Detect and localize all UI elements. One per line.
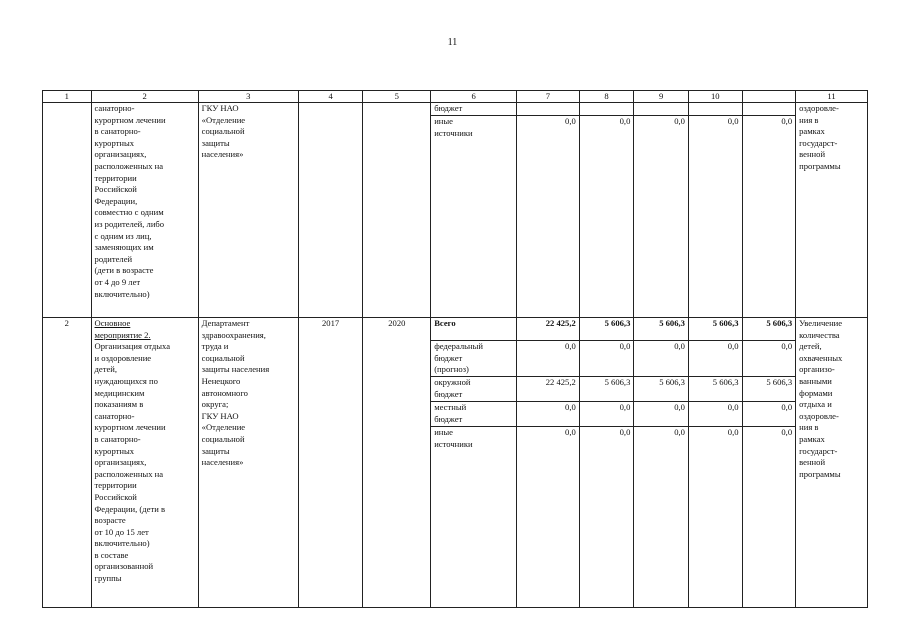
- col-header: 3: [198, 91, 298, 103]
- value-cell: 0,0: [579, 116, 634, 318]
- col-header: 6: [431, 91, 517, 103]
- funding-source-label: иные источники: [431, 427, 517, 608]
- col-header: 10: [688, 91, 742, 103]
- end-year-cell: [363, 103, 431, 318]
- executor-cell: Департамент здравоохранения, труда и социальной защиты населения Ненецкого автономного округа; ГКУ НАО «Отделение социальной защиты населения»: [198, 318, 298, 608]
- start-year-cell: 2017: [298, 318, 363, 608]
- program-table: [42, 90, 868, 608]
- value-cell: 5 606,3: [742, 377, 796, 402]
- value-cell: 0,0: [634, 341, 689, 377]
- value-cell: 5 606,3: [634, 318, 689, 341]
- col-header: 2: [91, 91, 198, 103]
- table-row: [43, 318, 868, 341]
- value-cell: 0,0: [517, 427, 580, 608]
- value-cell: [517, 103, 580, 116]
- row-number-cell: 2: [43, 318, 92, 608]
- row-number-cell: [43, 103, 92, 318]
- executor-cell: ГКУ НАО «Отделение социальной защиты населения»: [198, 103, 298, 318]
- col-header: 5: [363, 91, 431, 103]
- col-header: 1: [43, 91, 92, 103]
- header-row: [43, 91, 868, 103]
- value-cell: 0,0: [742, 116, 796, 318]
- value-cell: 5 606,3: [688, 377, 742, 402]
- table-row: [43, 103, 868, 116]
- value-cell: 5 606,3: [579, 318, 634, 341]
- funding-source-label: Всего: [431, 318, 517, 341]
- value-cell: 0,0: [634, 116, 689, 318]
- funding-source-label: местный бюджет: [431, 402, 517, 427]
- value-cell: 0,0: [688, 427, 742, 608]
- value-cell: 0,0: [688, 402, 742, 427]
- end-year-cell: 2020: [363, 318, 431, 608]
- value-cell: 0,0: [579, 402, 634, 427]
- value-cell: [634, 103, 689, 116]
- value-cell: 5 606,3: [579, 377, 634, 402]
- col-header: 9: [634, 91, 689, 103]
- col-header: 7: [517, 91, 580, 103]
- value-cell: 22 425,2: [517, 318, 580, 341]
- measure-name-cell: [91, 318, 198, 608]
- funding-source-label: бюджет: [431, 103, 517, 116]
- value-cell: [688, 103, 742, 116]
- result-cell: Увеличение количества детей, охваченных организо- ванными формами отдыха и оздоровле- ния в рамках государст- венной программы: [796, 318, 868, 608]
- value-cell: 5 606,3: [742, 318, 796, 341]
- value-cell: 0,0: [634, 427, 689, 608]
- col-header: [742, 91, 796, 103]
- value-cell: 0,0: [742, 341, 796, 377]
- value-cell: 0,0: [517, 116, 580, 318]
- col-header: 4: [298, 91, 363, 103]
- value-cell: [742, 103, 796, 116]
- result-cell: оздоровле- ния в рамках государст- венной программы: [796, 103, 868, 318]
- funding-source-label: иные источники: [431, 116, 517, 318]
- funding-source-label: федеральный бюджет (прогноз): [431, 341, 517, 377]
- value-cell: [579, 103, 634, 116]
- value-cell: 0,0: [688, 341, 742, 377]
- col-header: 8: [579, 91, 634, 103]
- value-cell: 0,0: [579, 341, 634, 377]
- value-cell: 0,0: [579, 427, 634, 608]
- value-cell: 5 606,3: [688, 318, 742, 341]
- start-year-cell: [298, 103, 363, 318]
- value-cell: 0,0: [517, 341, 580, 377]
- value-cell: 0,0: [742, 427, 796, 608]
- value-cell: 5 606,3: [634, 377, 689, 402]
- value-cell: 0,0: [634, 402, 689, 427]
- measure-description: Организация отдыха и оздоровление детей, нуждающихся по медицинским показаниям в санаторно- курортном лечении в санаторно- курортных организациях, расположенных на территории Российской Федерации, (дети в возрасте от 10 до 15 лет включительно) в составе организованной группы: [94, 341, 171, 584]
- measure-name-cell: санаторно- курортном лечении в санаторно- курортных организациях, расположенных на территории Российской Федерации, совместно с одним из родителей, либо с одним из лиц, заменяющих им родителей (дети в возрасте от 4 до 9 лет включительно): [91, 103, 198, 318]
- page-number: 11: [447, 37, 458, 48]
- value-cell: 0,0: [688, 116, 742, 318]
- col-header: 11: [796, 91, 868, 103]
- value-cell: 0,0: [517, 402, 580, 427]
- funding-source-label: окружной бюджет: [431, 377, 517, 402]
- value-cell: 22 425,2: [517, 377, 580, 402]
- value-cell: 0,0: [742, 402, 796, 427]
- measure-title: Основное мероприятие 2.: [94, 318, 151, 340]
